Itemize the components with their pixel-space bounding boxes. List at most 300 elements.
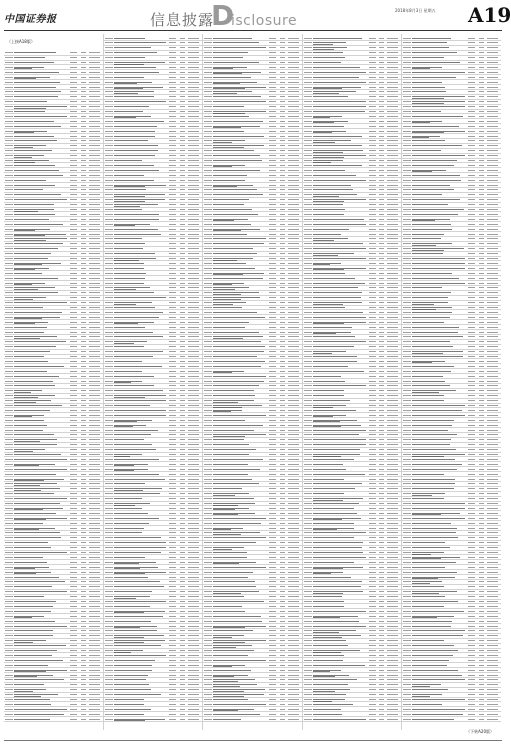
table-cell-text [70,640,77,641]
table-cell-text [5,439,13,440]
table-cell-text [14,162,35,163]
table-cell-text [487,572,498,573]
table-cell-text [379,131,384,132]
table-cell-text [387,464,398,465]
table-cell-text [188,660,199,661]
table-cell-text [313,234,341,235]
table-cell-text [169,248,176,249]
table-cell-text [188,385,199,386]
table-cell-text [105,376,113,377]
table-cell-text [288,420,299,421]
table-cell-text [269,670,276,671]
table-cell-text [369,420,376,421]
table-cell-text [369,415,376,416]
table-cell-text [369,390,376,391]
table-cell-text [379,238,384,239]
table-row-rule [104,74,203,75]
table-cell-text [114,343,134,344]
table-cell-text [105,47,113,48]
table-row-rule [203,618,302,619]
table-cell-text [304,214,312,215]
table-cell-text [180,72,185,73]
table-cell-text [5,513,13,514]
table-cell-text [487,630,498,631]
table-cell-text [269,96,276,97]
table-cell-text [487,180,498,181]
table-cell-text [5,479,13,480]
table-cell-text [81,268,86,269]
table-cell-text [387,640,398,641]
table-cell-text [487,493,498,494]
table-cell-text [412,665,446,666]
table-cell-text [105,606,113,607]
table-cell-text [379,297,384,298]
table-cell-text [288,224,299,225]
table-cell-text [204,410,212,411]
table-cell-text [188,47,199,48]
table-row-rule [4,657,103,658]
table-cell-text [105,57,113,58]
table-row-rule [4,153,103,154]
table-cell-text [14,650,57,651]
table-cell-text [313,243,364,244]
table-cell-text [280,371,285,372]
table-cell-text [304,542,312,543]
table-cell-text [89,150,100,151]
table-cell-text [412,621,452,622]
table-row-rule [104,143,203,144]
table-row-rule [4,192,103,193]
table-cell-text [487,699,498,700]
table-cell-text [412,273,452,274]
table-cell-text [204,518,212,519]
table-row-rule [4,530,103,531]
table-cell-text [5,180,13,181]
table-cell-text [5,601,13,602]
table-row-rule [4,354,103,355]
table-cell-text [70,528,77,529]
table-cell-text [403,498,411,499]
table-cell-text [188,351,199,352]
table-row-rule [104,648,203,649]
table-cell-text [169,508,176,509]
table-cell-text [468,660,475,661]
table-cell-text [288,469,299,470]
table-cell-text [369,52,376,53]
table-cell-text [313,416,333,417]
table-cell-text [169,454,176,455]
table-cell-text [304,150,312,151]
table-cell-text [403,596,411,597]
table-row-rule [4,667,103,668]
table-cell-text [369,336,376,337]
table-cell-text [169,204,176,205]
table-cell-text [412,263,465,264]
table-cell-text [412,346,453,347]
table-row-rule [104,657,203,658]
table-cell-text [89,439,100,440]
table-cell-text [89,616,100,617]
table-cell-text [379,508,384,509]
table-cell-text [213,529,231,530]
table-row-rule [104,187,203,188]
table-cell-text [14,258,48,259]
table-row-rule [402,608,501,609]
table-cell-text [468,390,475,391]
table-cell-text [288,395,299,396]
table-cell-text [105,371,113,372]
table-cell-text [313,52,343,53]
table-cell-text [213,356,257,357]
table-cell-text [105,709,113,710]
table-row-rule [203,40,302,41]
table-cell-text [280,488,285,489]
table-cell-text [213,479,251,480]
table-cell-text [89,302,100,303]
table-cell-text [81,420,86,421]
table-cell-text [169,194,176,195]
table-cell-text [105,185,113,186]
table-cell-text [5,483,13,484]
table-cell-text [105,464,113,465]
table-cell-text [479,165,484,166]
table-cell-text [213,278,263,279]
table-cell-text [213,681,238,682]
table-cell-text [288,606,299,607]
table-row-rule [4,589,103,590]
table-cell-text [468,430,475,431]
table-cell-text [204,420,212,421]
table-cell-text [280,317,285,318]
table-row-rule [303,481,402,482]
table-cell-text [412,381,444,382]
table-cell-text [169,351,176,352]
table-cell-text [70,679,77,680]
table-cell-text [403,405,411,406]
table-cell-text [5,150,13,151]
table-cell-text [304,238,312,239]
table-cell-text [269,562,276,563]
table-row-rule [203,324,302,325]
table-cell-text [180,415,185,416]
table-row-rule [303,515,402,516]
table-cell-text [213,68,233,69]
table-cell-text [288,498,299,499]
table-row-rule [203,692,302,693]
table-cell-text [188,390,199,391]
table-row-rule [4,437,103,438]
table-cell-text [70,699,77,700]
table-cell-text [403,189,411,190]
table-cell-text [105,635,113,636]
table-row-rule [4,447,103,448]
table-cell-text [487,175,498,176]
table-cell-text [180,547,185,548]
table-cell-text [188,719,199,720]
table-row-rule [402,241,501,242]
table-cell-text [403,381,411,382]
table-cell-text [412,111,441,112]
table-cell-text [89,542,100,543]
table-cell-text [105,567,113,568]
table-row-rule [203,123,302,124]
table-cell-text [387,562,398,563]
table-cell-text [403,131,411,132]
table-row-rule [104,113,203,114]
table-row-rule [303,417,402,418]
table-row-rule [303,182,402,183]
table-cell-text [169,234,176,235]
table-cell-text [479,194,484,195]
table-cell-text [188,709,199,710]
table-cell-text [280,699,285,700]
table-cell-text [468,483,475,484]
table-cell-text [468,175,475,176]
table-cell-text [288,332,299,333]
table-cell-text [487,689,498,690]
table-cell-text [468,238,475,239]
table-row-rule [4,662,103,663]
table-cell-text [269,640,276,641]
table-cell-text [412,586,443,587]
table-cell-text [280,503,285,504]
table-cell-text [412,362,432,363]
table-cell-text [188,106,199,107]
table-cell-text [105,287,113,288]
table-cell-text [403,243,411,244]
table-cell-text [14,519,46,520]
table-cell-text [387,87,398,88]
table-row-rule [4,432,103,433]
table-cell-text [188,630,199,631]
table-cell-text [105,327,113,328]
table-cell-text [14,709,67,710]
table-cell-text [479,307,484,308]
table-cell-text [387,302,398,303]
table-cell-text [412,670,458,671]
table-cell-text [269,62,276,63]
table-cell-text [81,72,86,73]
table-cell-text [204,238,212,239]
table-row-rule [402,672,501,673]
table-row-rule [104,466,203,467]
table-cell-text [5,248,13,249]
table-row-rule [4,358,103,359]
table-row-rule [203,701,302,702]
table-cell-text [304,469,312,470]
table-cell-text [89,557,100,558]
table-cell-text [70,258,77,259]
table-cell-text [188,635,199,636]
table-cell-text [387,351,398,352]
table-cell-text [169,361,176,362]
table-cell-text [468,577,475,578]
table-cell-text [479,356,484,357]
table-cell-text [105,479,113,480]
table-cell-text [288,160,299,161]
column-divider [401,34,402,730]
table-cell-text [70,670,77,671]
table-cell-text [288,101,299,102]
table-cell-text [387,616,398,617]
table-row-rule [104,358,203,359]
table-row-rule [402,412,501,413]
table-cell-text [387,234,398,235]
table-cell-text [280,626,285,627]
table-cell-text [313,691,335,692]
table-cell-text [105,165,113,166]
table-cell-text [412,532,455,533]
table-row-rule [104,403,203,404]
table-row-rule [203,388,302,389]
table-row-rule [402,290,501,291]
table-cell-text [89,626,100,627]
table-cell-text [89,101,100,102]
table-cell-text [479,557,484,558]
table-cell-text [313,694,346,695]
table-cell-text [403,263,411,264]
table-row-rule [4,295,103,296]
table-cell-text [379,557,384,558]
table-cell-text [269,165,276,166]
table-cell-text [479,87,484,88]
table-cell-text [369,351,376,352]
table-cell-text [269,312,276,313]
table-cell-text [369,126,376,127]
table-cell-text [5,292,13,293]
table-cell-text [280,420,285,421]
table-cell-text [105,243,113,244]
table-cell-text [288,346,299,347]
table-cell-text [313,617,340,618]
table-cell-text [204,581,212,582]
table-cell-text [369,47,376,48]
table-cell-text [204,136,212,137]
table-cell-text [369,273,376,274]
table-cell-text [487,307,498,308]
table-cell-text [114,351,163,352]
table-row-rule [303,501,402,502]
table-cell-text [14,381,53,382]
table-row-rule [203,197,302,198]
table-cell-text [479,410,484,411]
table-cell-text [204,145,212,146]
table-cell-text [403,679,411,680]
table-cell-text [89,420,100,421]
table-cell-text [288,381,299,382]
table-cell-text [81,405,86,406]
table-cell-text [14,170,59,171]
table-cell-text [180,626,185,627]
table-cell-text [479,38,484,39]
table-row-rule [104,226,203,227]
table-cell-text [369,180,376,181]
table-cell-text [105,562,113,563]
table-cell-text [369,699,376,700]
table-cell-text [213,449,256,450]
table-cell-text [379,444,384,445]
table-cell-text [70,224,77,225]
table-cell-text [269,714,276,715]
table-cell-text [487,297,498,298]
table-cell-text [105,312,113,313]
table-cell-text [379,96,384,97]
table-cell-text [204,371,212,372]
table-cell-text [304,459,312,460]
table-row-rule [402,354,501,355]
table-row-rule [104,633,203,634]
table-cell-text [369,459,376,460]
table-cell-text [403,165,411,166]
table-cell-text [288,307,299,308]
table-cell-text [403,219,411,220]
table-cell-text [468,410,475,411]
table-cell-text [213,263,246,264]
table-cell-text [304,557,312,558]
table-cell-text [114,136,156,137]
table-cell-text [403,709,411,710]
table-cell-text [105,180,113,181]
table-row-rule [203,358,302,359]
table-cell-text [468,400,475,401]
table-cell-text [5,420,13,421]
table-cell-text [288,336,299,337]
table-cell-text [487,425,498,426]
table-cell-text [280,121,285,122]
table-row-rule [104,569,203,570]
table-cell-text [387,400,398,401]
table-cell-text [14,635,53,636]
table-cell-text [487,532,498,533]
table-row-rule [303,158,402,159]
table-row-rule [4,388,103,389]
table-cell-text [379,714,384,715]
table-cell-text [213,420,244,421]
table-cell-text [403,292,411,293]
table-row-rule [402,84,501,85]
table-cell-text [169,381,176,382]
table-cell-text [280,234,285,235]
table-row-rule [203,643,302,644]
table-row-rule [203,652,302,653]
table-cell-text [81,459,86,460]
table-cell-text [288,67,299,68]
table-row-rule [4,496,103,497]
table-cell-text [487,381,498,382]
table-cell-text [288,180,299,181]
table-cell-text [213,630,253,631]
table-cell-text [479,562,484,563]
table-cell-text [269,361,276,362]
table-cell-text [412,392,438,393]
table-row-rule [203,55,302,56]
table-cell-text [5,586,13,587]
table-row-rule [104,295,203,296]
table-cell-text [89,405,100,406]
table-cell-text [204,199,212,200]
table-cell-text [280,376,285,377]
table-cell-text [5,297,13,298]
table-cell-text [487,665,498,666]
table-cell-text [180,488,185,489]
table-row-rule [303,486,402,487]
table-cell-text [114,709,151,710]
table-cell-text [313,145,362,146]
table-cell-text [180,160,185,161]
table-cell-text [180,67,185,68]
table-cell-text [304,704,312,705]
table-cell-text [14,180,46,181]
